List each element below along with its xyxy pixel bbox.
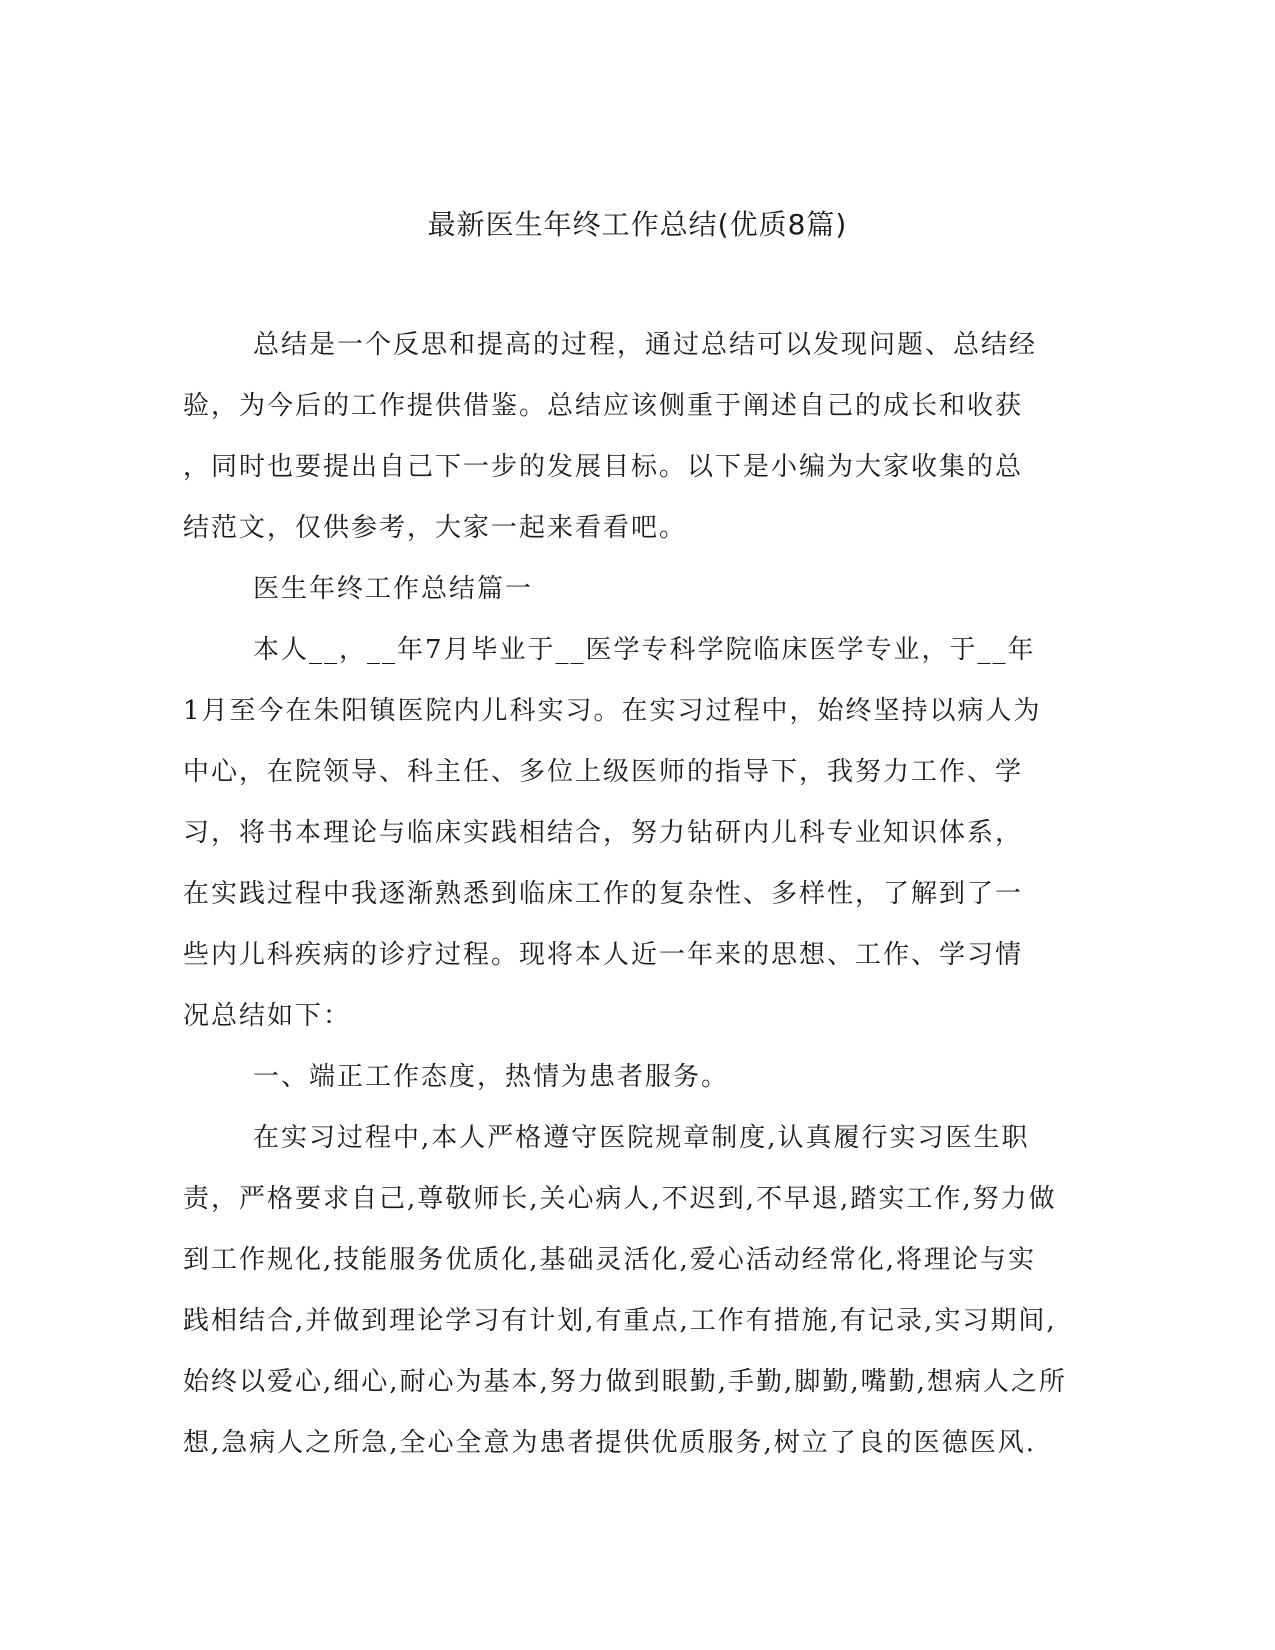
paragraph-line: 到工作规化,技能服务优质化,基础灵活化,爱心活动经常化,将理论与实: [183, 1245, 1037, 1275]
paragraph-line: 总结是一个反思和提高的过程，通过总结可以发现问题、总结经: [253, 330, 1038, 360]
paragraph-line: 践相结合,并做到理论学习有计划,有重点,工作有措施,有记录,实习期间,: [183, 1306, 1057, 1336]
subsection-heading: 一、端正工作态度，热情为患者服务。: [253, 1062, 730, 1092]
paragraph-line: 习，将书本理论与临床实践相结合，努力钻研内儿科专业知识体系，: [183, 818, 1024, 848]
paragraph-line: 本人__，__年7月毕业于__医学专科学院临床医学专业，于__年: [253, 635, 1036, 665]
paragraph-line: 在实践过程中我逐渐熟悉到临床工作的复杂性、多样性，了解到了一: [183, 879, 1024, 909]
paragraph-line: 验，为今后的工作提供借鉴。总结应该侧重于阐述自己的成长和收获: [183, 391, 1024, 421]
paragraph-line: ，同时也要提出自己下一步的发展目标。以下是小编为大家收集的总: [183, 452, 1024, 482]
paragraph-line: 况总结如下：: [183, 1001, 352, 1031]
paragraph-line: 责，严格要求自己,尊敬师长,关心病人,不迟到,不早退,踏实工作,努力做: [183, 1184, 1057, 1214]
paragraph-line: 始终以爱心,细心,耐心为基本,努力做到眼勤,手勤,脚勤,嘴勤,想病人之所: [183, 1367, 1067, 1397]
section-heading: 医生年终工作总结篇一: [253, 574, 534, 604]
paragraph-line: 在实习过程中,本人严格遵守医院规章制度,认真履行实习医生职: [253, 1123, 1030, 1153]
paragraph-line: 结范文，仅供参考，大家一起来看看吧。: [183, 513, 688, 543]
document-body: [183, 315, 1067, 1474]
paragraph-line: 1月至今在朱阳镇医院内儿科实习。在实习过程中，始终坚持以病人为: [183, 696, 1042, 726]
paragraph-line: 中心，在院领导、科主任、多位上级医师的指导下，我努力工作、学: [183, 757, 1024, 787]
document-title: 最新医生年终工作总结(优质8篇): [427, 208, 848, 241]
paragraph-line: 些内儿科疾病的诊疗过程。现将本人近一年来的思想、工作、学习情: [183, 940, 1024, 970]
paragraph-line: 想,急病人之所急,全心全意为患者提供优质服务,树立了良的医德医风.: [183, 1428, 1037, 1458]
